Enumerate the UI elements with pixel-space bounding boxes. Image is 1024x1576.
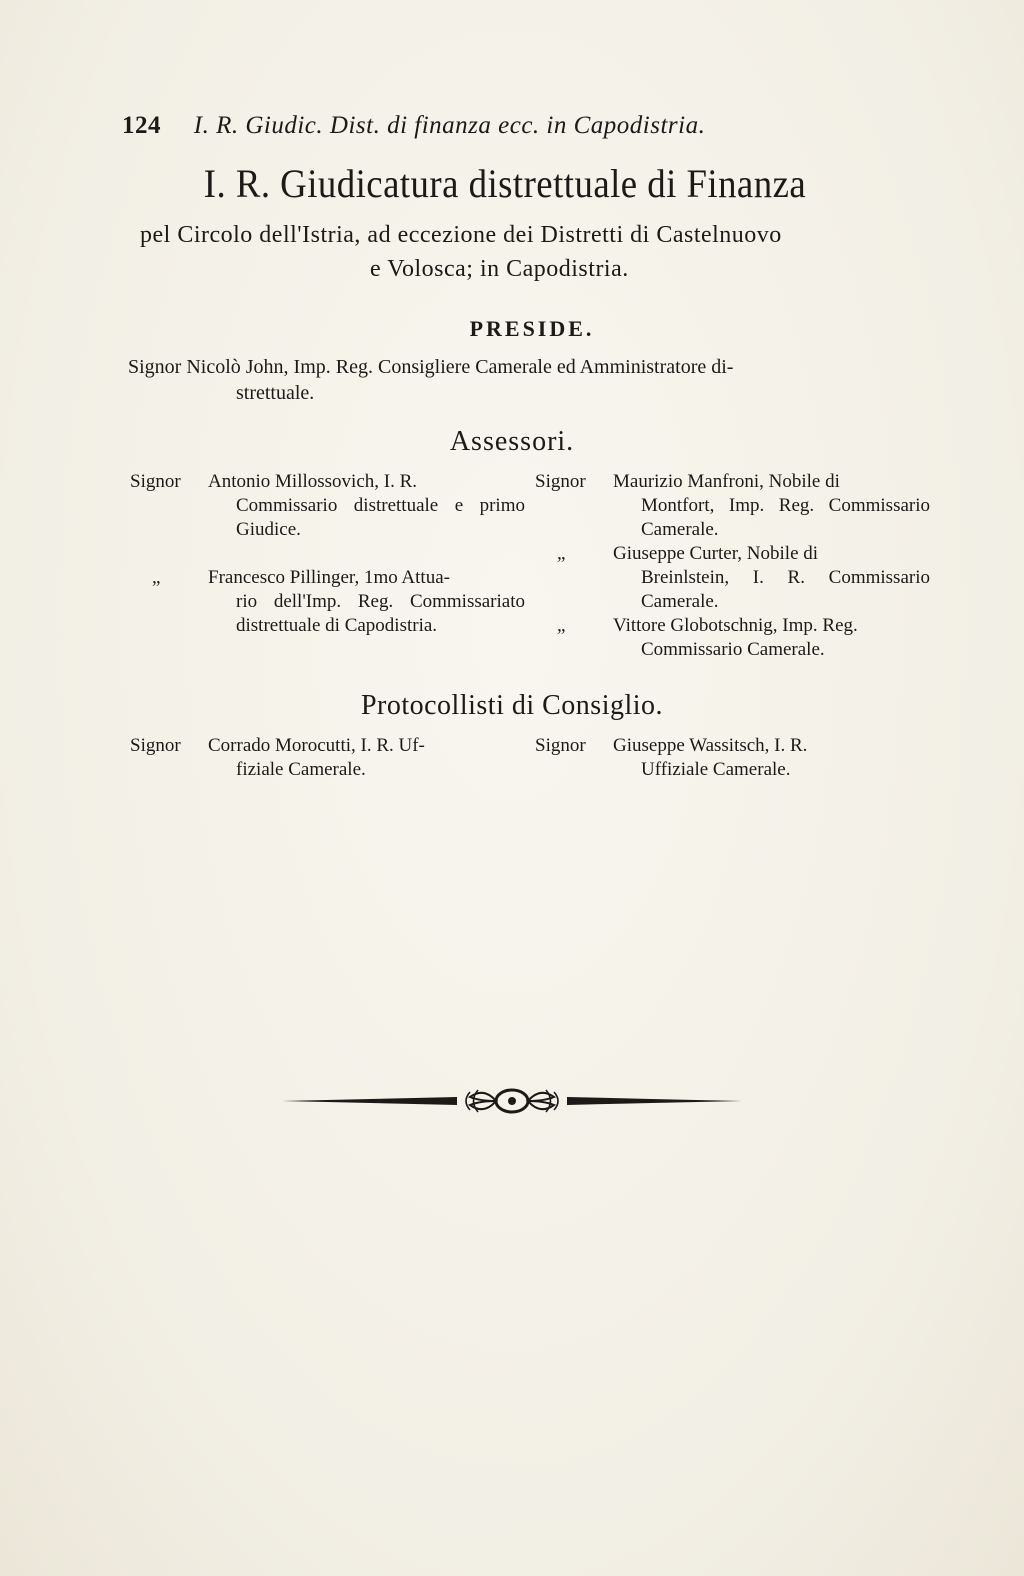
entry-label: Signor	[535, 735, 586, 756]
entry-continuation: Montfort, Imp. Reg. Commissario Camerale.	[641, 495, 930, 540]
running-title: I. R. Giudic. Dist. di finanza ecc. in Capodistria.	[193, 112, 706, 139]
entry-label: „	[557, 543, 566, 564]
preside-heading: PRESIDE.	[469, 316, 595, 341]
subtitle	[140, 218, 900, 286]
entry-label: Signor	[130, 735, 181, 756]
entry-continuation: Commissario distrettuale e primo Giudice.	[236, 495, 525, 540]
protocollisti-left-column	[130, 734, 525, 782]
ornament-divider-icon	[282, 1080, 742, 1122]
entry-continuation: Uffiziale Camerale.	[641, 759, 791, 780]
page-number: 124	[122, 112, 161, 139]
preside-line-2: strettuale.	[236, 382, 315, 404]
preside-line-1: Nicolò John, Imp. Reg. Consigliere Camerale ed Amministratore di-	[186, 356, 734, 378]
protocollisti-heading: Protocollisti di Consiglio.	[360, 690, 664, 721]
preside-label: Signor	[128, 356, 182, 378]
running-head	[122, 112, 862, 140]
entry-continuation: rio dell'Imp. Reg. Commissariato distrettuale di Capodistria.	[236, 591, 525, 636]
entry-first-line: Giuseppe Wassitsch, I. R.	[613, 735, 808, 756]
entry-label: „	[152, 567, 161, 588]
entry-continuation: fiziale Camerale.	[236, 759, 366, 780]
list-item	[535, 470, 930, 542]
entry-label: Signor	[130, 471, 181, 492]
subtitle-line-2: e Volosca; in Capodistria.	[370, 256, 629, 282]
list-item	[130, 566, 525, 638]
entry-first-line: Antonio Millossovich, I. R.	[208, 471, 418, 492]
assessori-right-column	[535, 470, 930, 662]
entry-first-line: Francesco Pillinger, 1mo Attua-	[208, 567, 450, 588]
subtitle-line-1: pel Circolo dell'Istria, ad eccezione dei Distretti di Castelnuovo	[140, 222, 782, 248]
entry-first-line: Giuseppe Curter, Nobile di	[613, 543, 819, 564]
preside-entry	[128, 354, 928, 406]
list-item	[535, 614, 930, 662]
list-item	[535, 734, 930, 782]
protocollisti-right-column	[535, 734, 930, 782]
page-title: I. R. Giudicatura distrettuale di Finanza	[203, 161, 807, 206]
list-item	[535, 542, 930, 614]
entry-first-line: Vittore Globotschnig, Imp. Reg.	[613, 615, 858, 636]
entry-label: „	[557, 615, 566, 636]
entry-label: Signor	[535, 471, 586, 492]
assessori-left-column	[130, 470, 525, 638]
entry-first-line: Corrado Morocutti, I. R. Uf-	[208, 735, 425, 756]
entry-continuation: Commissario Camerale.	[641, 639, 825, 660]
entry-continuation: Breinlstein, I. R. Commissario Camerale.	[641, 567, 930, 612]
assessori-heading: Assessori.	[449, 426, 575, 457]
list-item	[130, 734, 525, 782]
entry-first-line: Maurizio Manfroni, Nobile di	[613, 471, 840, 492]
list-item	[130, 470, 525, 566]
